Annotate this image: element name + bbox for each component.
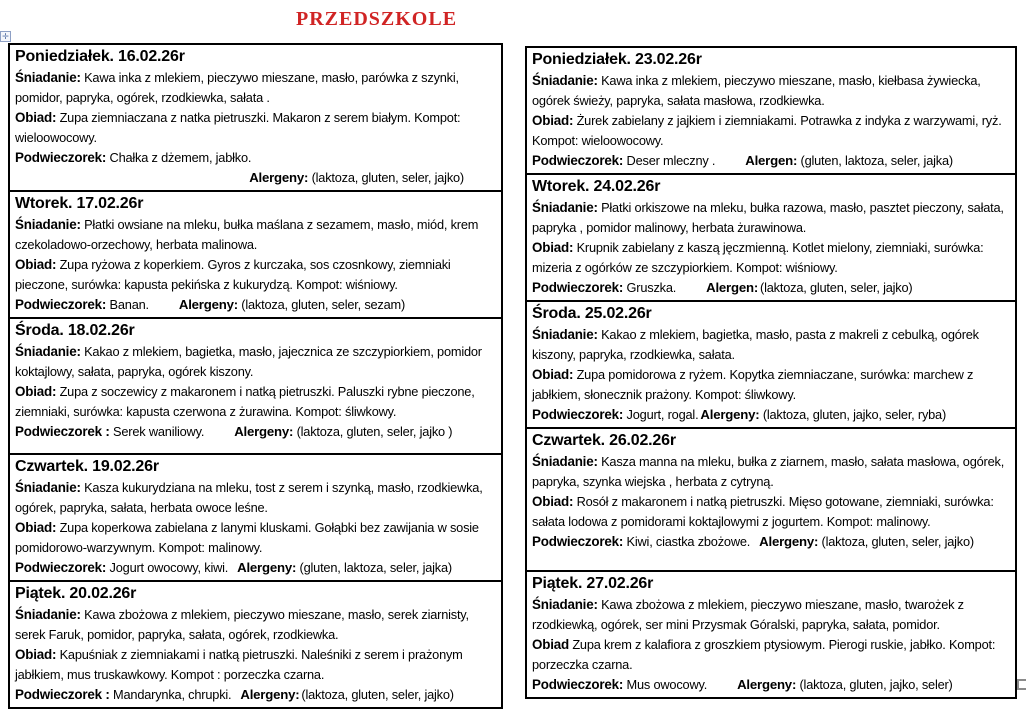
allergens-label: Alergeny: <box>759 534 819 549</box>
dinner-line <box>532 365 1010 405</box>
breakfast-label: Śniadanie: <box>532 73 598 88</box>
day-title: Czwartek. 19.02.26r <box>15 458 159 475</box>
breakfast-line <box>532 198 1010 238</box>
dinner-text: Kapuśniak z ziemniakami i natką pietruszki. Naleśniki z serem i prażonym jabłkiem, mus truskawkowy. Kompot : porzeczka czarna. <box>15 647 463 682</box>
snack-line <box>532 278 1010 298</box>
allergens-text: (laktoza, gluten, seler, jajko) <box>821 534 974 549</box>
dinner-label: Obiad: <box>15 647 57 662</box>
day-block-wednesday-25 <box>525 300 1017 429</box>
dinner-label: Obiad: <box>15 520 57 535</box>
day-title: Poniedziałek. 16.02.26r <box>15 48 185 65</box>
day-title: Wtorek. 17.02.26r <box>15 195 144 212</box>
breakfast-text: Kawa zbożowa z mlekiem, pieczywo mieszane, masło, twarożek z rzodkiewką, ogórek, ser mini Przysmak Góralski, papryka, sałata, pomidor. <box>532 597 964 632</box>
dinner-text: Zupa ziemniaczana z natka pietruszki. Makaron z serem białym. Kompot: wieloowocowy. <box>15 110 461 145</box>
snack-line <box>15 295 496 315</box>
dinner-text: Zupa krem z kalafiora z groszkiem ptysiowym. Pierogi ruskie, jabłko. Kompot: porzeczka czarna. <box>532 637 996 672</box>
dinner-line <box>15 518 496 558</box>
dinner-label: Obiad: <box>15 257 57 272</box>
dinner-line <box>15 108 496 148</box>
dinner-line <box>15 645 496 685</box>
breakfast-label: Śniadanie: <box>15 70 81 85</box>
snack-line <box>532 532 1010 552</box>
dinner-line <box>15 382 496 422</box>
breakfast-line <box>15 605 496 645</box>
breakfast-text: Kasza kukurydziana na mleku, tost z serem i szynką, masło, rzodkiewka, ogórek, papryka, sałata, herbata owoce leśne. <box>15 480 483 515</box>
day-block-tuesday-24 <box>525 173 1017 302</box>
dinner-line <box>15 255 496 295</box>
day-block-tuesday-17 <box>8 190 503 319</box>
dinner-line <box>532 492 1010 532</box>
allergens-text: (laktoza, gluten, jajko, seler, ryba) <box>762 407 947 422</box>
breakfast-label: Śniadanie: <box>532 327 598 342</box>
dinner-label: Obiad: <box>15 384 57 399</box>
snack-line <box>15 685 496 705</box>
snack-label: Podwieczorek: <box>15 560 107 575</box>
breakfast-text: Kakao z mlekiem, bagietka, masło, jajecznica ze szczypiorkiem, pomidor koktajlowy, sałata, papryka, ogórek kiszony. <box>15 344 482 379</box>
dinner-line <box>532 238 1010 278</box>
allergens-label: Alergen: <box>706 280 759 295</box>
day-block-wednesday-18 <box>8 317 503 455</box>
breakfast-line <box>15 342 496 382</box>
day-title: Wtorek. 24.02.26r <box>532 178 661 195</box>
snack-label: Podwieczorek: <box>532 534 624 549</box>
dinner-label: Obiad: <box>532 367 574 382</box>
day-title: Poniedziałek. 23.02.26r <box>532 51 702 68</box>
dinner-line <box>532 111 1010 151</box>
breakfast-label: Śniadanie: <box>532 597 598 612</box>
snack-text: Mandarynka, chrupki. <box>113 687 232 702</box>
allergens-label: Alergen: <box>745 153 798 168</box>
dinner-label: Obiad: <box>15 110 57 125</box>
snack-text: Jogurt owocowy, kiwi. <box>109 560 229 575</box>
breakfast-line <box>532 325 1010 365</box>
allergens-text: (laktoza, gluten, seler, sezam) <box>241 297 406 312</box>
snack-text: Kiwi, ciastka zbożowe. <box>626 534 751 549</box>
table-resize-handle-icon[interactable] <box>1017 679 1026 690</box>
allergens-label: Alergeny: <box>234 424 294 439</box>
allergens-label: Alergeny: <box>737 677 797 692</box>
dinner-text: Zupa z soczewicy z makaronem i natką pietruszki. Paluszki rybne pieczone, ziemniaki, surówka: kapusta czerwona z żurawina. Kompot: śliwkowy. <box>15 384 475 419</box>
snack-text: Banan. <box>109 297 149 312</box>
breakfast-label: Śniadanie: <box>15 217 81 232</box>
day-title: Środa. 25.02.26r <box>532 305 652 322</box>
day-title: Piątek. 20.02.26r <box>15 585 137 602</box>
breakfast-text: Kawa inka z mlekiem, pieczywo mieszane, masło, kiełbasa żywiecka, ogórek świeży, papryka, sałata masłowa, rzodkiewka. <box>532 73 981 108</box>
allergens-label: Alergeny: <box>240 687 300 702</box>
day-title: Środa. 18.02.26r <box>15 322 135 339</box>
breakfast-text: Kakao z mlekiem, bagietka, masło, pasta z makreli z cebulką, ogórek kiszony, papryka, rzodkiewka, sałata. <box>532 327 979 362</box>
breakfast-line <box>15 478 496 518</box>
allergens-line <box>15 168 496 188</box>
breakfast-line <box>532 595 1010 635</box>
snack-text: Chałka z dżemem, jabłko. <box>109 150 252 165</box>
menu-week-1 <box>8 43 503 709</box>
dinner-label: Obiad <box>532 637 569 652</box>
breakfast-label: Śniadanie: <box>15 480 81 495</box>
day-block-friday-20 <box>8 580 503 709</box>
breakfast-line <box>532 452 1010 492</box>
day-title: Czwartek. 26.02.26r <box>532 432 676 449</box>
day-block-monday-23 <box>525 46 1017 175</box>
breakfast-line <box>15 215 496 255</box>
dinner-label: Obiad: <box>532 494 574 509</box>
allergens-text: (laktoza, gluten, jajko, seler) <box>799 677 953 692</box>
snack-text: Mus owocowy. <box>626 677 708 692</box>
breakfast-label: Śniadanie: <box>532 454 598 469</box>
snack-line <box>532 675 1010 695</box>
allergens-text: (laktoza, gluten, seler, jajko) <box>301 687 454 702</box>
allergens-label: Alergeny: <box>700 407 760 422</box>
breakfast-text: Płatki orkiszowe na mleku, bułka razowa, masło, pasztet pieczony, sałata, papryka , pomidor malinowy, herbata żurawinowa. <box>532 200 1004 235</box>
allergens-label: Alergeny: <box>237 560 297 575</box>
allergens-label: Alergeny: <box>249 170 309 185</box>
breakfast-label: Śniadanie: <box>15 344 81 359</box>
breakfast-line <box>15 68 496 108</box>
snack-label: Podwieczorek: <box>532 407 624 422</box>
allergens-label: Alergeny: <box>178 297 238 312</box>
snack-line <box>532 151 1010 171</box>
day-block-thursday-19 <box>8 453 503 582</box>
snack-text: Serek waniliowy. <box>113 424 205 439</box>
breakfast-text: Kasza manna na mleku, bułka z ziarnem, masło, sałata masłowa, ogórek, papryka, szynka wiejska , herbata z cytryną. <box>532 454 1005 489</box>
snack-label: Podwieczorek : <box>15 424 110 439</box>
snack-label: Podwieczorek: <box>15 150 107 165</box>
page-title: PRZEDSZKOLE <box>296 8 458 30</box>
breakfast-label: Śniadanie: <box>532 200 598 215</box>
day-title: Piątek. 27.02.26r <box>532 575 654 592</box>
dinner-text: Krupnik zabielany z kaszą jęczmienną. Kotlet mielony, ziemniaki, surówka: mizeria z ogórków ze szczypiorkiem. Kompot: wiśniowy. <box>532 240 984 275</box>
day-block-friday-27 <box>525 570 1017 699</box>
allergens-text: (laktoza, gluten, seler, jajko) <box>760 280 913 295</box>
dinner-text: Zupa ryżowa z koperkiem. Gyros z kurczaka, sos czosnkowy, ziemniaki pieczone, surówka: kapusta pekińska z kukurydzą. Kompot: wiśniowy. <box>15 257 451 292</box>
menu-week-2 <box>525 46 1017 699</box>
snack-label: Podwieczorek: <box>15 297 107 312</box>
snack-label: Podwieczorek: <box>532 677 624 692</box>
day-block-monday-16 <box>8 43 503 192</box>
snack-line <box>15 558 496 578</box>
snack-line <box>15 422 496 442</box>
snack-label: Podwieczorek: <box>532 280 624 295</box>
snack-text: Deser mleczny . <box>626 153 716 168</box>
breakfast-line <box>532 71 1010 111</box>
snack-line <box>532 405 1010 425</box>
dinner-line <box>532 635 1010 675</box>
table-move-handle-icon[interactable]: ✛ <box>0 31 11 42</box>
allergens-text: (gluten, laktoza, seler, jajka) <box>800 153 953 168</box>
dinner-text: Żurek zabielany z jajkiem i ziemniakami. Potrawka z indyka z warzywami, ryż. Kompot: wieloowocowy. <box>532 113 1002 148</box>
dinner-text: Rosół z makaronem i natką pietruszki. Mięso gotowane, ziemniaki, surówka: sałata lodowa z pomidorami koktajlowymi z jogurtem. Kompot: malinowy. <box>532 494 994 529</box>
breakfast-label: Śniadanie: <box>15 607 81 622</box>
dinner-label: Obiad: <box>532 113 574 128</box>
snack-label: Podwieczorek: <box>532 153 624 168</box>
dinner-label: Obiad: <box>532 240 574 255</box>
snack-text: Gruszka. <box>626 280 677 295</box>
snack-text: Jogurt, rogal. <box>626 407 699 422</box>
allergens-text: (gluten, laktoza, seler, jajka) <box>299 560 452 575</box>
breakfast-text: Kawa zbożowa z mlekiem, pieczywo mieszane, masło, serek ziarnisty, serek Faruk, pomidor, papryka, sałata, ogórek, rzodkiewka. <box>15 607 469 642</box>
allergens-text: (laktoza, gluten, seler, jajko ) <box>296 424 453 439</box>
breakfast-text: Kawa inka z mlekiem, pieczywo mieszane, masło, parówka z szynki, pomidor, papryka, ogórek, rzodkiewka, sałata . <box>15 70 459 105</box>
dinner-text: Zupa koperkowa zabielana z lanymi kluskami. Gołąbki bez zawijania w sosie pomidorowo-warzywnym. Kompot: malinowy. <box>15 520 479 555</box>
snack-label: Podwieczorek : <box>15 687 110 702</box>
breakfast-text: Płatki owsiane na mleku, bułka maślana z sezamem, masło, miód, krem czekoladowo-orzechowy, herbata malinowa. <box>15 217 479 252</box>
day-block-thursday-26 <box>525 427 1017 572</box>
dinner-text: Zupa pomidorowa z ryżem. Kopytka ziemniaczane, surówka: marchew z jabłkiem, słonecznik prażony. Kompot: śliwkowy. <box>532 367 974 402</box>
allergens-text: (laktoza, gluten, seler, jajko) <box>311 170 464 185</box>
snack-line <box>15 148 496 168</box>
